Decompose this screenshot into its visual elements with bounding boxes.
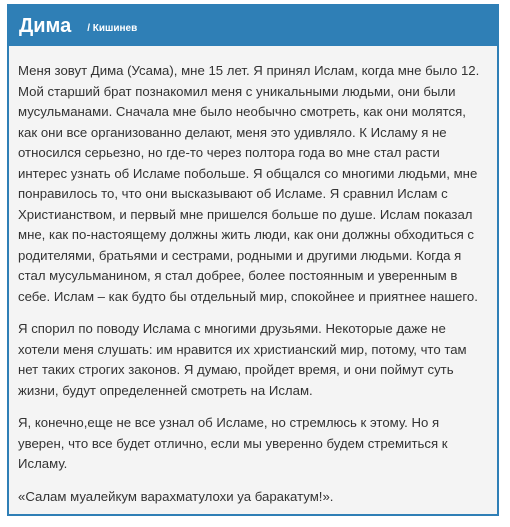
paragraph-2: Я спорил по поводу Ислама с многими друзьями. Некоторые даже не хотели меня слушать: им нравится их христианский мир, потому, что там нет таких строгих законов. Я думаю, пройдет время, и они поймут суть жизни, будут определенней смотреть на Ислам. xyxy=(18,321,467,398)
testimonial-card xyxy=(7,4,499,516)
paragraph-1: Меня зовут Дима (Усама), мне 15 лет. Я принял Ислам, когда мне было 12. Мой старший брат познакомил меня с уникальными людьми, они были мусульманами. Сначала мне было необычно смотреть, как они молятся, как они все организованно делают, меня это удивляло. К Исламу я не относился серьезно, но где-то через полтора года во мне стал расти интерес узнать об Исламе побольше. Я общался со многими людьми, мне понравилось то, что они высказывают об Исламе. Я сравнил Ислам с Христианством, и первый мне пришелся больше по душе. Ислам показал мне, как по-настоящему должны жить люди, как они должны обходиться с родителями, братьями и сестрами, родными и другими людьми. Когда я стал мусульманином, я стал добрее, более постоянным и уверенным в себе. Ислам – как будто бы отдельный мир, спокойнее и приятнее нашего. xyxy=(18,63,480,304)
author-name: Дима xyxy=(19,14,72,37)
paragraph-3: Я, конечно,еще не все узнал об Исламе, но стремлюсь к этому. Но я уверен, что все будет отлично, если мы уверенно будем стремиться к Исламу. xyxy=(18,415,448,471)
author-city: / Кишинев xyxy=(87,22,138,34)
card-header xyxy=(9,6,497,46)
testimonial-body xyxy=(18,61,488,519)
paragraph-4: «Салам муалейкум варахматулохи уа баракатум!». xyxy=(18,488,334,504)
